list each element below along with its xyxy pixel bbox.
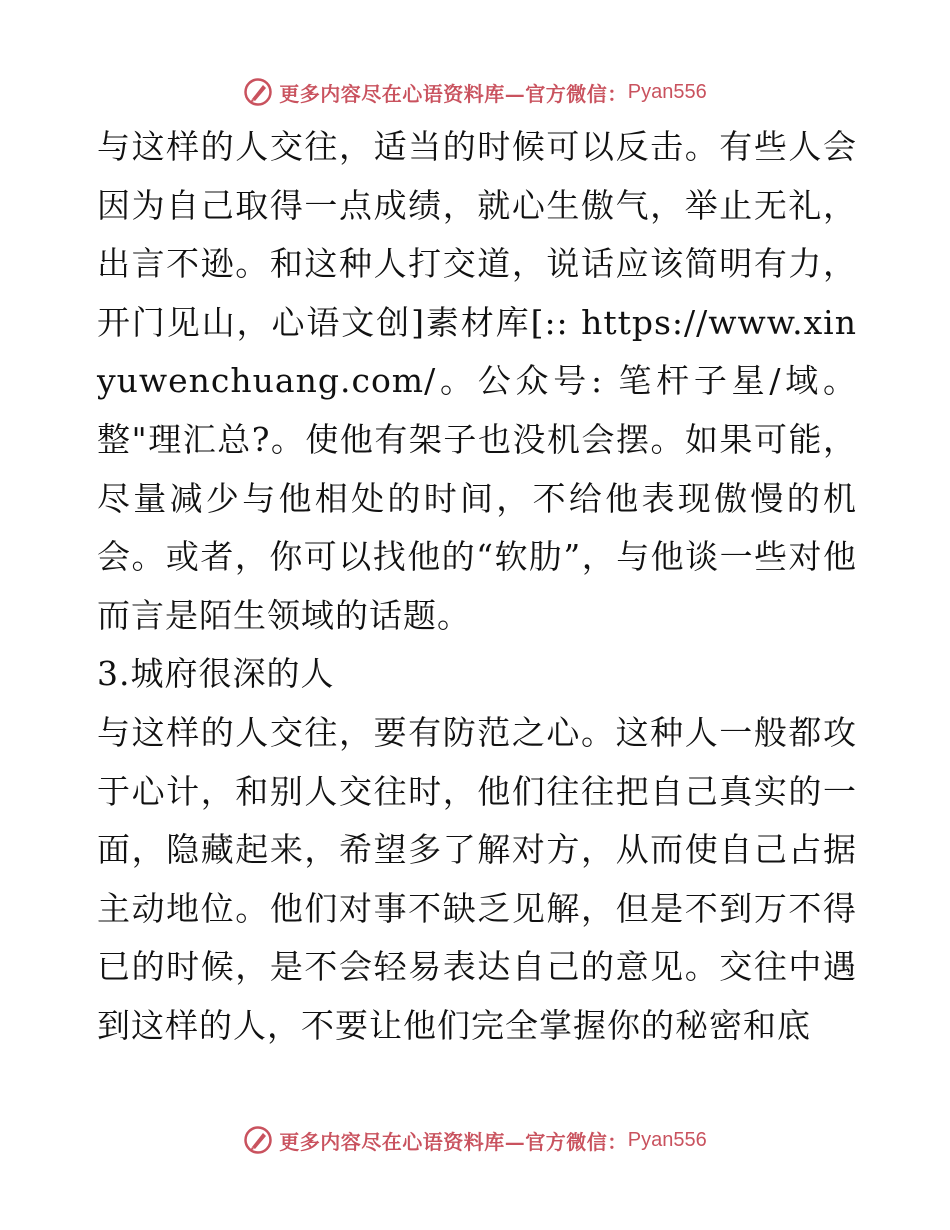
body-paragraph-2: 与这样的人交往，要有防范之心。这种人一般都攻于心计，和别人交往时，他们往往把自己真实的一面，隐藏起来，希望多了解对方，从而使自己占据主动地位。他们对事不缺乏见解，但是不到万不得已的时候，是不会轻易表达自己的意见。交往中遇到这样的人，不要让他们完全掌握你的秘密和底 (97, 712, 857, 1045)
pen-logo-icon (243, 1125, 273, 1155)
footer-banner (0, 1120, 950, 1160)
document-body (97, 118, 857, 1056)
pen-logo-icon (243, 77, 273, 107)
footer-banner-text: 更多内容尽在心语资料库—官方微信： (279, 1129, 628, 1154)
section-heading: 3.城府很深的人 (97, 654, 335, 694)
header-banner (0, 72, 950, 112)
body-paragraph-1: 与这样的人交往，适当的时候可以反击。有些人会因为自己取得一点成绩，就心生傲气，举止无礼，出言不逊。和这种人打交道，说话应该简明有力，开门见山，心语文创]素材库[:: https://www.xinyuwenchuang.com/。公众号: 笔杆子星/域。整"理汇总?。使他有架子也没机会摆。如果可能，尽量减少与他相处的时间，不给他表现傲慢的机会。或者，你可以找他的“软肋”，与他谈一些对他而言是陌生领域的话题。 (97, 127, 857, 635)
footer-wechat-id: Pyan556 (627, 1128, 707, 1151)
header-banner-text: 更多内容尽在心语资料库—官方微信： (279, 81, 628, 106)
header-wechat-id: Pyan556 (627, 80, 707, 103)
